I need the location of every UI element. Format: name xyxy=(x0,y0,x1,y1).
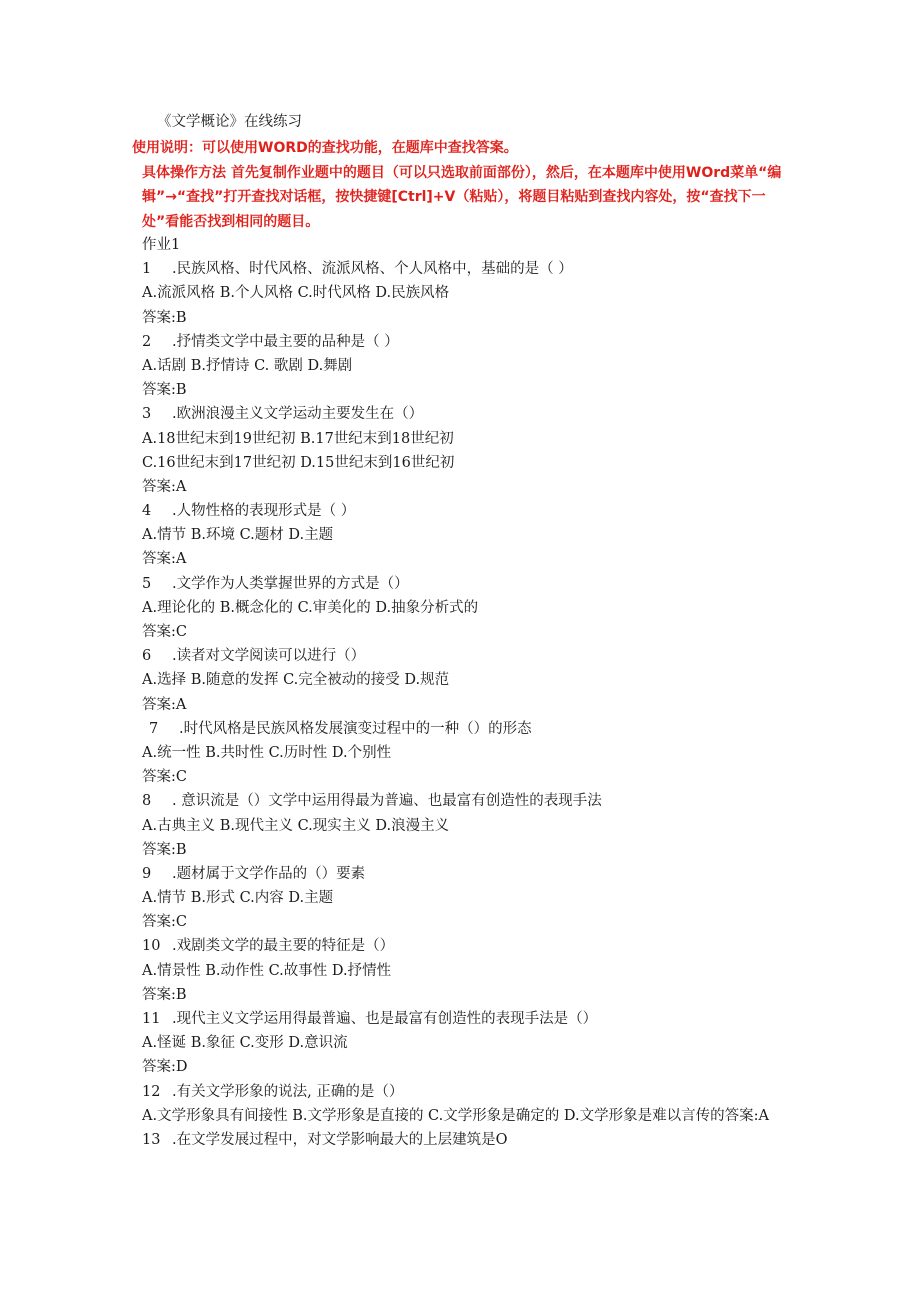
question-options: A.情节 B.环境 C.题材 D.主题 xyxy=(142,527,334,544)
question-number: 10 xyxy=(142,938,161,955)
question-text: .有关文学形象的说法, 正确的是（） xyxy=(172,1083,404,1100)
question-stem xyxy=(142,330,802,354)
question-number: 1 xyxy=(142,261,152,278)
usage-note: 使用说明：可以使用WORD的查找功能，在题库中查找答案。 xyxy=(132,140,518,156)
question-answer: 答案:A xyxy=(142,696,187,713)
method-note: 具体操作方法 首先复制作业题中的题目（可以只选取前面部份），然后，在本题库中使用WOrd菜单“编辑”→“查找”打开查找对话框，按快捷键[Ctrl]+V（粘贴），将题目粘贴到查找内容处，按“查找下一处”看能否找到相同的题目。 xyxy=(142,164,782,230)
question-number: 11 xyxy=(142,1011,161,1027)
exercise-body xyxy=(142,233,802,1152)
question-number: 8 xyxy=(142,793,152,810)
question-answer: 答案:C xyxy=(142,769,187,786)
question-text: .人物性格的表现形式是（ ） xyxy=(172,503,356,520)
question-answer: 答案:B xyxy=(142,309,187,326)
question-stem xyxy=(142,499,802,523)
question-text: .欧洲浪漫主义文学运动主要发生在（） xyxy=(172,406,424,423)
question-stem xyxy=(142,789,802,813)
question-options: A.流派风格 B.个人风格 C.时代风格 D.民族风格 xyxy=(142,285,450,302)
question-options: A.情景性 B.动作性 C.故事性 D.抒情性 xyxy=(142,962,392,979)
question-text: .戏剧类文学的最主要的特征是（） xyxy=(172,938,395,955)
question-answer: 答案:B xyxy=(142,841,187,858)
question-stem xyxy=(142,402,802,426)
question-number: 5 xyxy=(142,575,152,592)
question-stem xyxy=(142,257,802,281)
question-options: A.统一性 B.共时性 C.历时性 D.个别性 xyxy=(142,744,392,761)
question-answer: 答案:A xyxy=(142,478,187,495)
question-answer: 答案:A xyxy=(142,551,187,568)
question-stem xyxy=(142,862,802,886)
question-number: 7 xyxy=(149,720,159,737)
question-options: A.理论化的 B.概念化的 C.审美化的 D.抽象分析式的 xyxy=(142,599,479,616)
question-number: 6 xyxy=(142,648,152,665)
section-title: 作业1 xyxy=(142,237,181,253)
question-options: A.情节 B.形式 C.内容 D.主题 xyxy=(142,890,334,907)
question-answer: 答案:C xyxy=(142,914,187,931)
question-options: A.话剧 B.抒情诗 C. 歌剧 D.舞剧 xyxy=(142,357,353,374)
question-options: A.文学形象具有间接性 B.文学形象是直接的 C.文学形象是确定的 D.文学形象是难以言传的答案:A xyxy=(142,1107,769,1124)
question-options: A.怪诞 B.象征 C.变形 D.意识流 xyxy=(142,1035,348,1052)
question-number: 4 xyxy=(142,503,152,520)
question-stem xyxy=(142,1080,802,1104)
question-number: 2 xyxy=(142,333,152,350)
question-options: A.选择 B.随意的发挥 C.完全被动的接受 D.规范 xyxy=(142,672,450,689)
question-answer: 答案:B xyxy=(142,382,187,399)
question-text: .题材属于文学作品的（）要素 xyxy=(172,865,366,882)
question-text: .在文学发展过程中，对文学影响最大的上层建筑是O xyxy=(172,1131,508,1148)
question-text: .抒情类文学中最主要的品种是（ ） xyxy=(172,333,399,350)
question-text: . 意识流是（）文学中运用得最为普遍、也最富有创造性的表现手法 xyxy=(172,793,602,810)
document-title: 《文学概论》在线练习 xyxy=(157,114,302,130)
question-options: A.古典主义 B.现代主义 C.现实主义 D.浪漫主义 xyxy=(142,817,450,834)
question-stem xyxy=(142,1128,802,1152)
question-stem xyxy=(142,717,802,741)
question-stem xyxy=(142,644,802,668)
question-number: 13 xyxy=(142,1131,161,1148)
question-answer: 答案:B xyxy=(142,986,187,1003)
question-answer: 答案:C xyxy=(142,624,187,640)
question-number: 12 xyxy=(142,1083,161,1100)
question-stem xyxy=(142,934,802,958)
question-number: 3 xyxy=(142,406,152,423)
question-text: .民族风格、时代风格、流派风格、个人风格中，基础的是（ ） xyxy=(172,261,573,278)
question-list xyxy=(142,257,802,1152)
question-number: 9 xyxy=(142,865,152,882)
question-options: A.18世纪末到19世纪初 B.17世纪末到18世纪初 xyxy=(142,430,454,447)
question-options: C.16世纪末到17世纪初 D.15世纪末到16世纪初 xyxy=(142,454,455,471)
question-answer: 答案:D xyxy=(142,1059,188,1076)
question-text: .现代主义文学运用得最普遍、也是最富有创造性的表现手法是（） xyxy=(172,1011,598,1027)
question-text: .读者对文学阅读可以进行（） xyxy=(172,648,366,665)
question-stem xyxy=(142,572,802,596)
question-text: .文学作为人类掌握世界的方式是（） xyxy=(172,575,409,592)
question-stem xyxy=(142,1007,802,1031)
usage-notice xyxy=(132,136,802,234)
question-text: .时代风格是民族风格发展演变过程中的一种（）的形态 xyxy=(179,720,532,737)
